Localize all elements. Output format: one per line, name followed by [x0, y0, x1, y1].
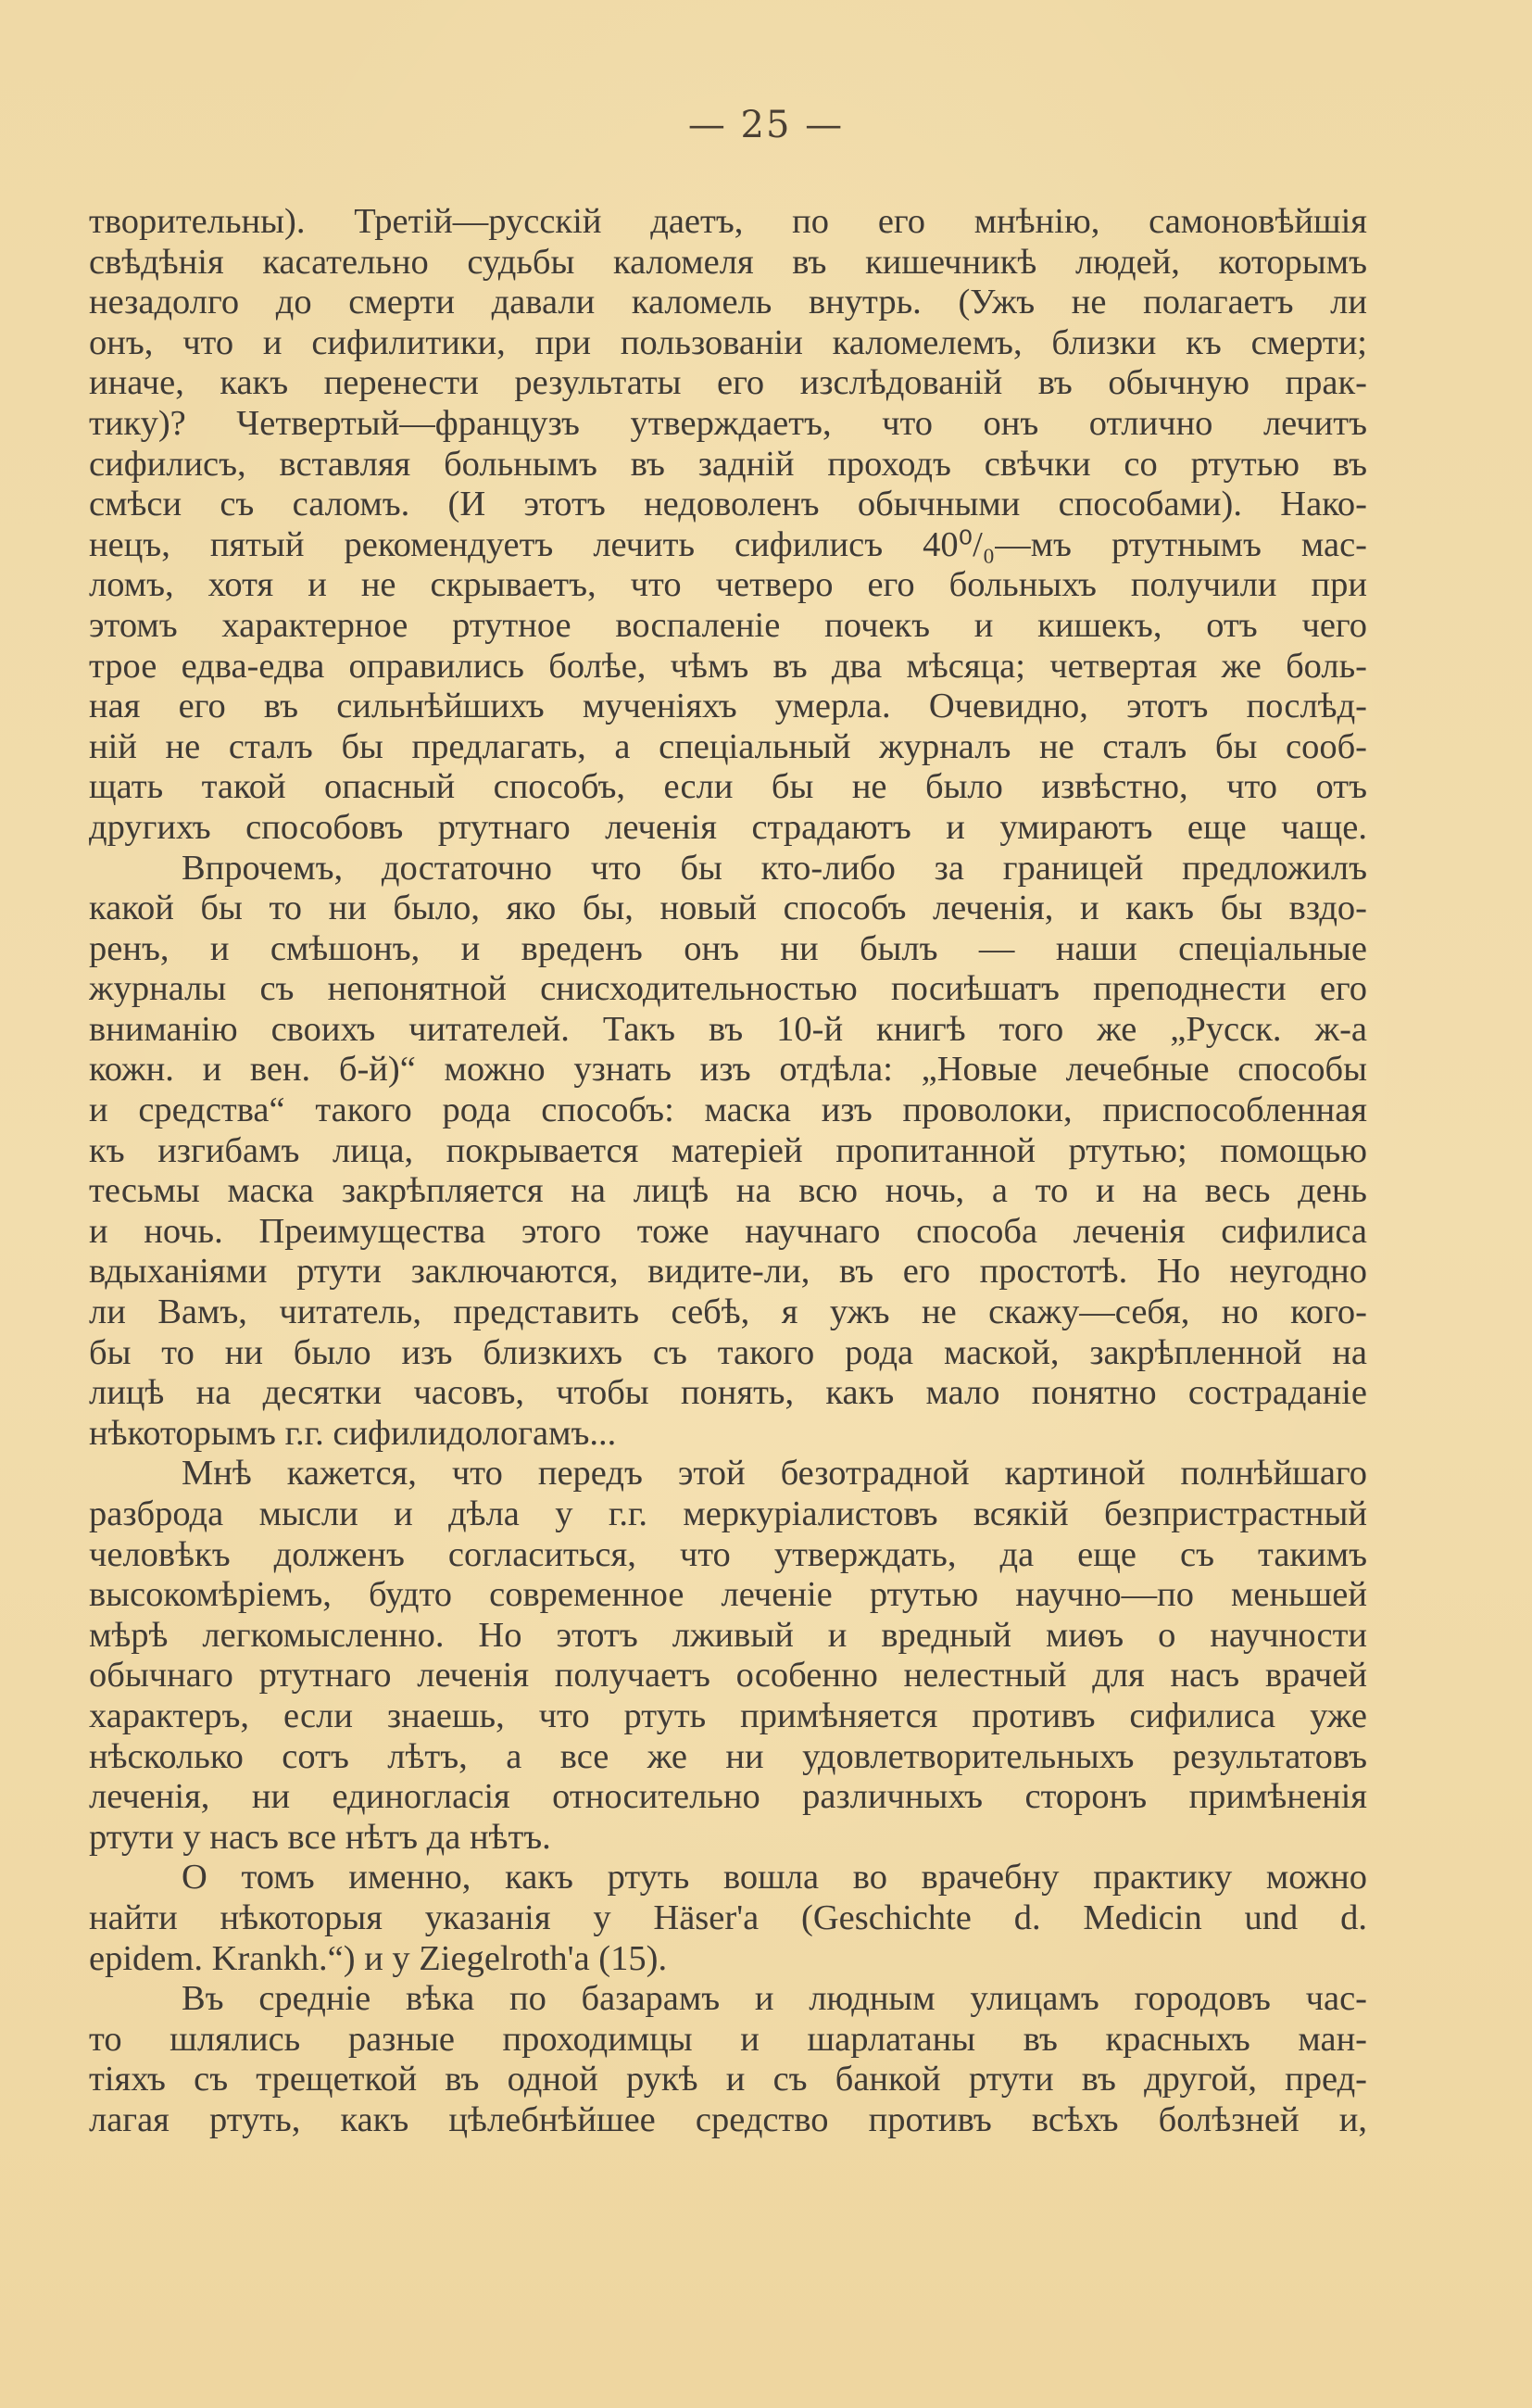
text-line: другихъ способовъ ртутнаго леченія страдаютъ и умираютъ еще чаще.: [89, 807, 1367, 847]
text-line: щать такой опасный способъ, если бы не было извѣстно, что отъ: [89, 767, 1367, 807]
text-line: лицѣ на десятки часовъ, чтобы понять, какъ мало понятно состраданіе: [89, 1373, 1367, 1413]
text-line: незадолго до смерти давали каломель внутрь. (Ужъ не полагаетъ ли: [89, 283, 1367, 322]
text-line: нецъ, пятый рекомендуетъ лечить сифилисъ 40⁰/₀—мъ ртутнымъ мас-: [89, 524, 1367, 564]
text-line: ли Вамъ, читатель, представить себѣ, я ужъ не скажу—себя, но кого-: [89, 1292, 1367, 1332]
text-line: къ изгибамъ лица, покрывается матеріей пропитанной ртутью; помощью: [89, 1130, 1367, 1170]
text-line: свѣдѣнія касательно судьбы каломеля въ кишечникѣ людей, которымъ: [89, 242, 1367, 282]
text-line: и ночь. Преимущества этого тоже научнаго способа леченія сифилиса: [89, 1211, 1367, 1251]
text-line: творительны). Третій—русскій даетъ, по его мнѣнію, самоновѣйшія: [89, 202, 1367, 241]
text-line: этомъ характерное ртутное воспаленіе почекъ и кишекъ, отъ чего: [89, 605, 1367, 645]
text-line: какой бы то ни было, яко бы, новый способъ леченія, и какъ бы вздо-: [89, 889, 1367, 928]
text-line: обычнаго ртутнаго леченія получаетъ особенно нелестный для насъ врачей: [89, 1656, 1367, 1696]
text-line: смѣси съ саломъ. (И этотъ недоволенъ обычными способами). Нако-: [89, 485, 1367, 524]
page-number: — 25 —: [687, 104, 845, 146]
text-line: мѣрѣ легкомысленно. Но этотъ лживый и вредный миѳъ о научности: [89, 1615, 1367, 1655]
text-line: вдыханіями ртути заключаются, видите-ли, въ его простотѣ. Но неугодно: [89, 1252, 1367, 1292]
text-line: характеръ, если знаешь, что ртуть примѣняется противъ сифилиса уже: [89, 1696, 1367, 1735]
text-line: бы то ни было изъ близкихъ съ такого рода маской, закрѣпленной на: [89, 1332, 1367, 1372]
text-line: ренъ, и смѣшонъ, и вреденъ онъ ни былъ — наши спеціальные: [89, 928, 1367, 968]
text-line: О томъ именно, какъ ртуть вошла во врачебну практику можно: [182, 1858, 1367, 1897]
body-text: [89, 202, 1367, 2141]
text-line: ній не сталъ бы предлагать, а спеціальный журналъ не сталъ бы сооб-: [89, 726, 1367, 766]
text-line: лагая ртуть, какъ цѣлебнѣйшее средство противъ всѣхъ болѣзней и,: [89, 2099, 1367, 2139]
text-line: Въ средніе вѣка по базарамъ и людным улицамъ городовъ час-: [182, 1979, 1367, 2019]
text-line: ломъ, хотя и не скрываетъ, что четверо его больныхъ получили при: [89, 565, 1367, 605]
text-line: человѣкъ долженъ согласиться, что утверждать, да еще съ такимъ: [89, 1534, 1367, 1574]
text-line: найти нѣкоторыя указанія у Häser'a (Geschichte d. Medicin und d.: [89, 1897, 1367, 1937]
text-line: трое едва-едва оправились болѣе, чѣмъ въ два мѣсяца; четвертая же боль-: [89, 646, 1367, 686]
text-line: ная его въ сильнѣйшихъ мученіяхъ умерла. Очевидно, этотъ послѣд-: [89, 687, 1367, 726]
text-line: разброда мысли и дѣла у г.г. меркуріалистовъ всякій безпристрастный: [89, 1494, 1367, 1533]
text-line: нѣсколько сотъ лѣтъ, а все же ни удовлетворительныхъ результатовъ: [89, 1736, 1367, 1776]
text-line: ртути у насъ все нѣтъ да нѣтъ.: [89, 1817, 551, 1857]
text-line: леченія, ни единогласія относительно различныхъ сторонъ примѣненія: [89, 1777, 1367, 1817]
text-line: высокомѣріемъ, будто современное леченіе ртутью научно—по меньшей: [89, 1575, 1367, 1615]
text-line: онъ, что и сифилитики, при пользованіи каломелемъ, близки къ смерти;: [89, 322, 1367, 362]
text-line: нѣкоторымъ г.г. сифилидологамъ...: [89, 1413, 617, 1453]
text-line: иначе, какъ перенести результаты его изслѣдованій въ обычную прак-: [89, 363, 1367, 403]
text-line: то шлялись разные проходимцы и шарлатаны въ красныхъ ман-: [89, 2019, 1367, 2059]
text-line: тесьмы маска закрѣпляется на лицѣ на всю ночь, а то и на весь день: [89, 1171, 1367, 1211]
text-line: Мнѣ кажется, что передъ этой безотрадной картиной полнѣйшаго: [182, 1454, 1367, 1494]
text-line: журналы съ непонятной снисходительностью посиѣшатъ преподнести его: [89, 969, 1367, 1009]
text-line: тіяхъ съ трещеткой въ одной рукѣ и съ банкой ртути въ другой, пред-: [89, 2060, 1367, 2099]
text-line: и средства“ такого рода способъ: маска изъ проволоки, приспособленная: [89, 1091, 1367, 1130]
text-line: кожн. и вен. б-й)“ можно узнать изъ отдѣла: „Новые лечебные способы: [89, 1050, 1367, 1090]
text-line: сифилисъ, вставляя больнымъ въ задній проходъ свѣчки со ртутью въ: [89, 444, 1367, 484]
text-line: вниманію своихъ читателей. Такъ въ 10-й книгѣ того же „Русск. ж-а: [89, 1009, 1367, 1049]
text-line: тику)? Четвертый—французъ утверждаетъ, что онъ отлично лечитъ: [89, 403, 1367, 443]
text-line: Впрочемъ, достаточно что бы кто-либо за границей предложилъ: [182, 848, 1367, 888]
text-line: epidem. Krankh.“) и у Ziegelroth'a (15).: [89, 1938, 668, 1978]
